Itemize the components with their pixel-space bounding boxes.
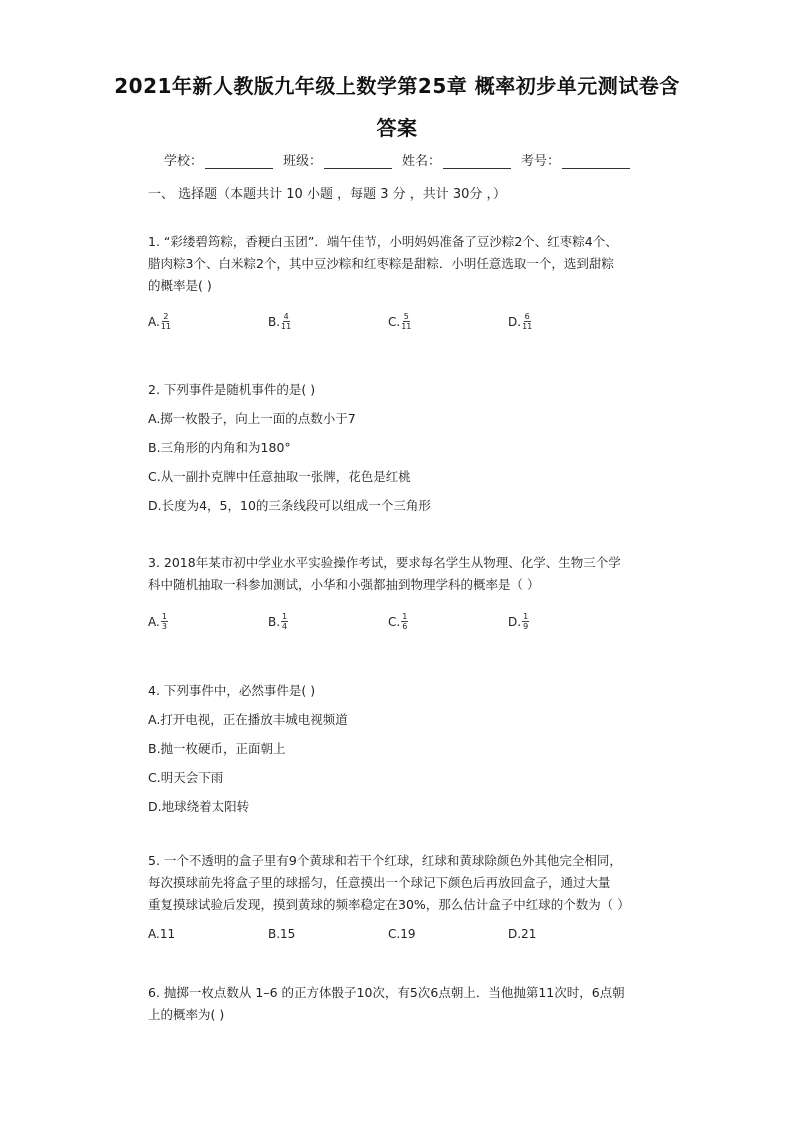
section-heading: 一、 选择题（本题共计 10 小题 ，每题 3 分 ，共计 30分 ，）: [148, 187, 507, 202]
fraction: $\frac{2}{11}$: [160, 312, 171, 331]
name-blank: [443, 154, 511, 169]
option-d: D. $\frac{1}{9}$: [508, 612, 529, 631]
question-6-line2: 上的概率为( ): [148, 1007, 225, 1022]
class-label: 班级：: [282, 154, 322, 169]
class-field: [283, 150, 392, 169]
option-a: A. $\frac{1}{3}$: [148, 612, 167, 631]
question-4-option-a: A.打开电视，正在播放丰城电视频道: [148, 712, 348, 727]
option-c: C.19: [388, 927, 416, 941]
question-4-option-b: B.抛一枚硬币，正面朝上: [148, 741, 286, 756]
exam-number-blank: [562, 154, 630, 169]
exam-number-field: [521, 150, 630, 169]
question-1-options: [148, 312, 628, 331]
question-1-line2: 腊肉粽3个、白米粽2个，其中豆沙粽和红枣粽是甜粽．小明任意选取一个，选到甜粽: [148, 256, 614, 271]
question-5-line1: 5. 一个不透明的盒子里有9个黄球和若干个红球，红球和黄球除颜色外其他完全相同，: [148, 853, 622, 868]
class-blank: [324, 154, 392, 169]
document-title-line1: 2021年新人教版九年级上数学第25章 概率初步单元测试卷含: [114, 74, 680, 98]
option-c: C. $\frac{5}{11}$: [388, 312, 412, 331]
fraction: $\frac{1}{9}$: [523, 612, 529, 631]
name-field: [402, 150, 511, 169]
question-5-line3: 重复摸球试验后发现，摸到黄球的频率稳定在30%，那么估计盒子中红球的个数为（ ）: [148, 897, 630, 912]
question-3-line2: 科中随机抽取一科参加测试，小华和小强都抽到物理学科的概率是（ ）: [148, 577, 540, 592]
question-4-stem: 4. 下列事件中，必然事件是( ): [148, 683, 316, 698]
question-1-line1: 1. “彩缕碧筠粽，香粳白玉团”．端午佳节，小明妈妈准备了豆沙粽2个、红枣粽4个、: [148, 234, 618, 249]
exam-number-label: 考号：: [521, 154, 561, 169]
school-field: [164, 150, 273, 169]
question-2-stem: 2. 下列事件是随机事件的是( ): [148, 382, 316, 397]
question-2-option-d: D.长度为4，5，10的三条线段可以组成一个三角形: [148, 498, 431, 513]
option-a: A. $\frac{2}{11}$: [148, 312, 171, 331]
option-a: A.11: [148, 927, 176, 941]
question-1-line3: 的概率是( ): [148, 278, 212, 293]
question-2-option-a: A.掷一枚骰子，向上一面的点数小于7: [148, 411, 356, 426]
option-d: D. $\frac{6}{11}$: [508, 312, 533, 331]
question-1: [148, 231, 688, 297]
option-c: C. $\frac{1}{6}$: [388, 612, 408, 631]
school-label: 学校：: [163, 154, 203, 169]
fraction: $\frac{1}{4}$: [282, 612, 288, 631]
question-4-option-d: D.地球绕着太阳转: [148, 799, 250, 814]
fraction: $\frac{4}{11}$: [281, 312, 292, 331]
option-d: D.21: [508, 927, 537, 941]
fraction: $\frac{1}{6}$: [402, 612, 408, 631]
document-title-line2: 答案: [376, 116, 418, 140]
question-6-line1: 6. 抛掷一枚点数从 1–6 的正方体骰子10次，有5次6点朝上．当他抛第11次时，6点朝: [148, 985, 625, 1000]
fraction: $\frac{1}{3}$: [161, 612, 167, 631]
question-2-option-c: C.从一副扑克牌中任意抽取一张牌，花色是红桃: [148, 469, 411, 484]
option-b: B.15: [268, 927, 296, 941]
question-3-line1: 3. 2018年某市初中学业水平实验操作考试，要求每名学生从物理、化学、生物三个学: [148, 555, 621, 570]
question-3: [148, 552, 688, 596]
question-3-options: [148, 612, 628, 631]
question-5-options: [148, 927, 628, 941]
option-b: B. $\frac{1}{4}$: [268, 612, 288, 631]
fraction: $\frac{6}{11}$: [522, 312, 533, 331]
option-b: B. $\frac{4}{11}$: [268, 312, 292, 331]
question-5-line2: 每次摸球前先将盒子里的球摇匀，任意摸出一个球记下颜色后再放回盒子，通过大量: [148, 875, 611, 890]
school-blank: [205, 154, 273, 169]
student-info-row: [0, 150, 794, 169]
question-6: [148, 982, 688, 1026]
question-5: [148, 850, 708, 916]
name-label: 姓名：: [402, 154, 442, 169]
fraction: $\frac{5}{11}$: [401, 312, 412, 331]
question-4-option-c: C.明天会下雨: [148, 770, 224, 785]
question-2-option-b: B.三角形的内角和为180°: [148, 440, 291, 455]
